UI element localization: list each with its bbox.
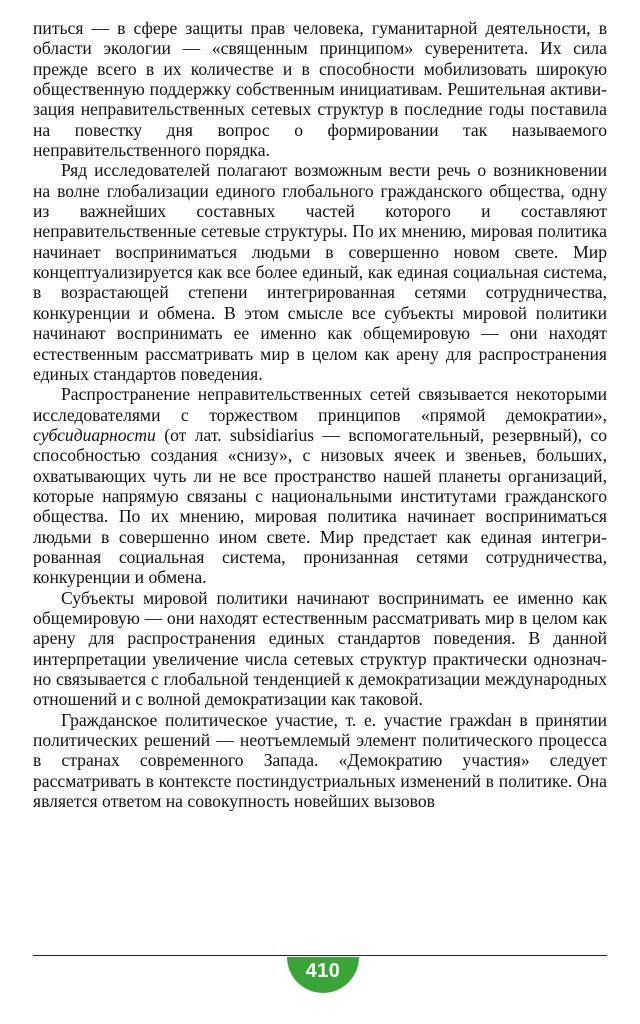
paragraph-4: Субъекты мировой политики начинают воспринимать ее именно как общемировую — они находят естественным рассматривать мир в целом как арену для распространения единых стандартов поведения. В данной интерпретации увеличение числа сетевых структур практически однозначно связывается с глобальной тенденцией к демократизации международных отношений и с волной демократизации как таковой. <box>33 587 607 710</box>
italic-term-subsidiarity: субсидиарности <box>33 424 156 445</box>
page-number: 410 <box>305 960 341 982</box>
paragraph-1: питься — в сфере защиты прав человека, гуманитарной деятельности, в области экологии — «священным принципом» суверенитета. Их сила прежде всего в их количестве и в способности мобилизовать широкую общественную поддержку собственным инициативам. Решительная активизация неправительственных сетевых структур в последние годы поставила на повестку дня вопрос о формировании так называемого неправительственного порядка. <box>33 18 607 161</box>
paragraph-5: Гражданское политическое участие, т. е. участие гражdан в принятии политических решений — неотъемлемый элемент политического процесса в странах современного Запада. «Демократию участия» следует рассматривать в контексте постиндустриальных изменений в политике. Она является ответом на совокупность новейших вызовов <box>33 709 607 812</box>
footer-rule <box>33 955 607 956</box>
page-number-badge <box>287 957 359 993</box>
paragraph-3-text-before: Распространение неправительственных сетей связывается некоторыми исследователями с торжеством принципов «прямой демократии», <box>33 384 607 425</box>
paragraph-2: Ряд исследователей полагают возможным вести речь о возникновении на волне глобализации единого глобального гражданского общества, одну из важнейших составных частей которого и составляют неправительственные сетевые структуры. По их мнению, мировая политика начинает восприниматься людьми в совершенно новом свете. Мир концептуализируется как все более единый, как единая социальная система, в возрастающей степени интегрированная сетями сотрудничества, конкуренции и обмена. В этом смысле все субъекты мировой политики начинают воспринимать ее именно как общемировую — они находят естественным рассматривать мир в целом как арену для распространения единых стандартов поведения. <box>33 160 607 384</box>
paragraph-3 <box>33 384 607 587</box>
paragraph-3-text-after: (от лат. subsidiarius — вспомогательный, резервный), со способностью создания «снизу», с низовых ячеек и звеньев, больших, охватывающих чуть ли не все пространство нашей планеты организаций, которые напрямую связаны с национальными институтами гражданского общества. По их мнению, мировая политика начинает восприниматься людьми в совершенно ином свете. Мир предстает как единая интегрированная социальная система, пронизанная сетями сотрудничества, конкуренции и обмена. <box>33 424 607 588</box>
page-text <box>33 18 607 811</box>
